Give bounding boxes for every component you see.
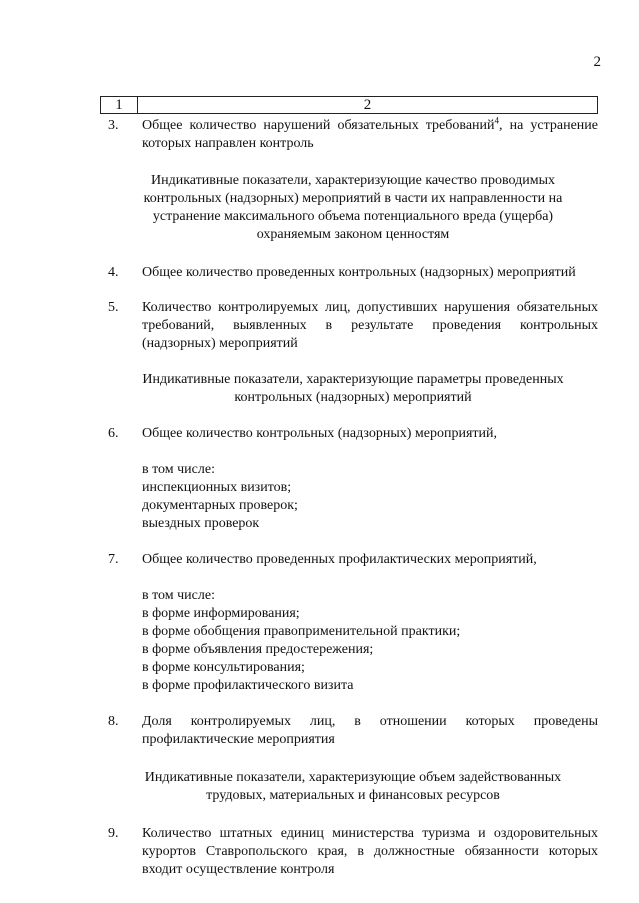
item-text: Общее количество нарушений обязательных требований$^4$, на устранение которых направлен контроль [142,115,598,151]
item-7-breakdown [108,587,598,695]
indicator-item-3 [108,117,598,153]
indicator-item-8 [108,713,598,749]
item-number: 5. [108,300,119,315]
page-number: 2 [593,54,601,70]
item-number: 7. [108,552,119,567]
table-header [100,96,598,114]
item-6-breakdown [108,461,598,533]
breakdown-line: в форме информирования; [142,606,300,621]
footnote-mark: 4 [494,115,500,126]
breakdown-line: в форме объявления предостережения; [142,642,374,657]
item-number: 6. [108,426,119,441]
section-heading-parameters: Индикативные показатели, характеризующие параметры проведенных контрольных (надзорных) мероприятий [142,372,564,405]
column-2-header: 2 [363,97,372,113]
section-heading-quality: Индикативные показатели, характеризующие качество проводимых контрольных (надзорных) мероприятий в части их направленности на устранение максимального объема потенциального вреда (ущерба) охраняемым законом ценностям [143,173,563,242]
item-text: Общее количество проведенных контрольных (надзорных) мероприятий [142,265,576,280]
item-number: 9. [108,826,119,841]
indicator-item-5 [108,299,598,353]
item-text: Количество штатных единиц министерства туризма и оздоровительных курортов Ставропольского края, в должностные обязанности которых входит осуществление контроля [142,826,598,877]
item-text: Количество контролируемых лиц, допустивших нарушения обязательных требований, выявленных в результате проведения контрольных (надзорных) мероприятий [142,300,598,351]
indicator-item-6 [108,425,598,443]
breakdown-line: инспекционных визитов; [142,480,292,495]
breakdown-line: в форме консультирования; [142,660,305,675]
item-text: Общее количество контрольных (надзорных) мероприятий, [142,426,498,441]
item-number: 4. [108,265,119,280]
breakdown-line: в том числе: [142,462,215,477]
breakdown-line: документарных проверок; [142,498,298,513]
breakdown-line: в том числе: [142,588,215,603]
item-text: Общее количество проведенных профилактических мероприятий, [142,552,537,567]
indicator-item-7 [108,551,598,569]
breakdown-line: в форме профилактического визита [142,678,354,693]
breakdown-line: выездных проверок [142,516,260,531]
breakdown-line: в форме обобщения правоприменительной практики; [142,624,461,639]
indicator-item-4 [108,264,598,282]
column-1-header: 1 [101,97,138,113]
section-heading-resources: Индикативные показатели, характеризующие объем задействованных трудовых, материальных и финансовых ресурсов [144,770,562,803]
item-text: Доля контролируемых лиц, в отношении которых проведены профилактические мероприятия [142,714,598,747]
document-body [108,117,598,879]
indicator-item-9 [108,825,598,879]
item-number: 8. [108,714,119,729]
item-number: 3. [108,118,119,133]
